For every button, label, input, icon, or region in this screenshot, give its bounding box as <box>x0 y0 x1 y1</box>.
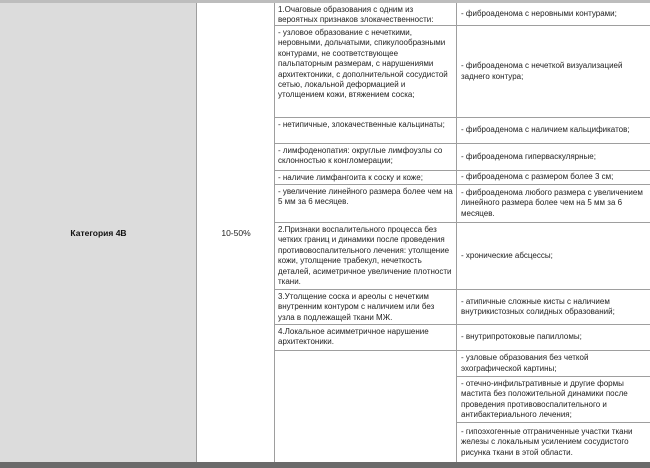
differential-cell <box>457 351 650 377</box>
differential-text: - атипичные сложные кисты с наличием внутрикистозных солидных образований; <box>461 296 615 316</box>
differential-text: - внутрипротоковые папилломы; <box>461 332 582 342</box>
differential-cell <box>457 325 650 351</box>
differential-cell <box>457 144 650 171</box>
probability-value: 10-50% <box>221 228 251 238</box>
differential-text: - фиброаденома с нечеткой визуализацией заднего контура; <box>461 61 623 81</box>
sign-cell <box>275 351 456 462</box>
differential-cell <box>457 290 650 325</box>
differential-cell <box>457 118 650 144</box>
sign-cell: - лимфоденопатия: округлые лимфоузлы со склонностью к конгломерации; <box>275 144 456 171</box>
category-label: Категория 4В <box>70 228 127 238</box>
differential-text: - узловые образования без четкой эхографической картины; <box>461 353 589 373</box>
sign-cell: - узловое образование с нечеткими, неровными, дольчатыми, спикулообразными контурами, не соответствующее пальпаторным размерам, с нарушениями архитектоники, с дополнительной сосудистой сетью, локальной деформацией и утолщением кожи, втяжением соска; <box>275 26 456 118</box>
differential-text: - отечно-инфильтративные и другие формы мастита без положительной динамики после проведения противовоспалительного и антибактериального лечения; <box>461 378 628 419</box>
sign-cell: 2.Признаки воспалительного процесса без четких границ и динамики после проведения противовоспалительного лечения: утолщение кожи, утолщение трабекул, нечеткость деталей, асиметричное увеличение плотности ткани. <box>275 223 456 290</box>
sign-cell: - нетипичные, злокачественные кальцинаты; <box>275 118 456 144</box>
differential-cell <box>457 377 650 423</box>
bottom-border <box>0 462 650 468</box>
differentials-column <box>457 3 650 462</box>
differential-text: - фиброаденома с неровными контурами; <box>461 8 617 18</box>
sign-cell: - наличие лимфангоита к соску и коже; <box>275 171 456 185</box>
differential-cell <box>457 26 650 118</box>
differential-text: - фиброаденома с наличием кальцификатов; <box>461 125 630 135</box>
sign-cell: 1.Очаговые образования с одним из вероятных признаков злокачественности: <box>275 3 456 26</box>
sign-cell: 3.Утолщение соска и ареолы с нечетким внутренним контуром с наличием или без узла в подлежащей ткани МЖ. <box>275 290 456 325</box>
differential-text: - фиброаденома с размером более 3 см; <box>461 172 614 182</box>
differential-cell <box>457 3 650 26</box>
differential-text: - фиброаденома любого размера с увеличением линейного размера более чем на 5 мм за 6 месяцев. <box>461 187 643 218</box>
sign-cell: 4.Локальное асимметричное нарушение архитектоники. <box>275 325 456 351</box>
differential-cell <box>457 423 650 462</box>
differential-text: - гипоэхогенные отграниченные участки ткани железы с локальным усилением сосудистого рисунка ткани в этой области. <box>461 426 633 457</box>
sign-cell: - увеличение линейного размера более чем на 5 мм за 6 месяцев. <box>275 185 456 223</box>
differential-cell <box>457 185 650 223</box>
differential-cell <box>457 223 650 290</box>
differential-cell <box>457 171 650 185</box>
signs-column <box>275 3 457 462</box>
differential-text: - хронические абсцессы; <box>461 250 553 260</box>
differential-text: - фиброаденома гиперваскулярные; <box>461 151 596 161</box>
